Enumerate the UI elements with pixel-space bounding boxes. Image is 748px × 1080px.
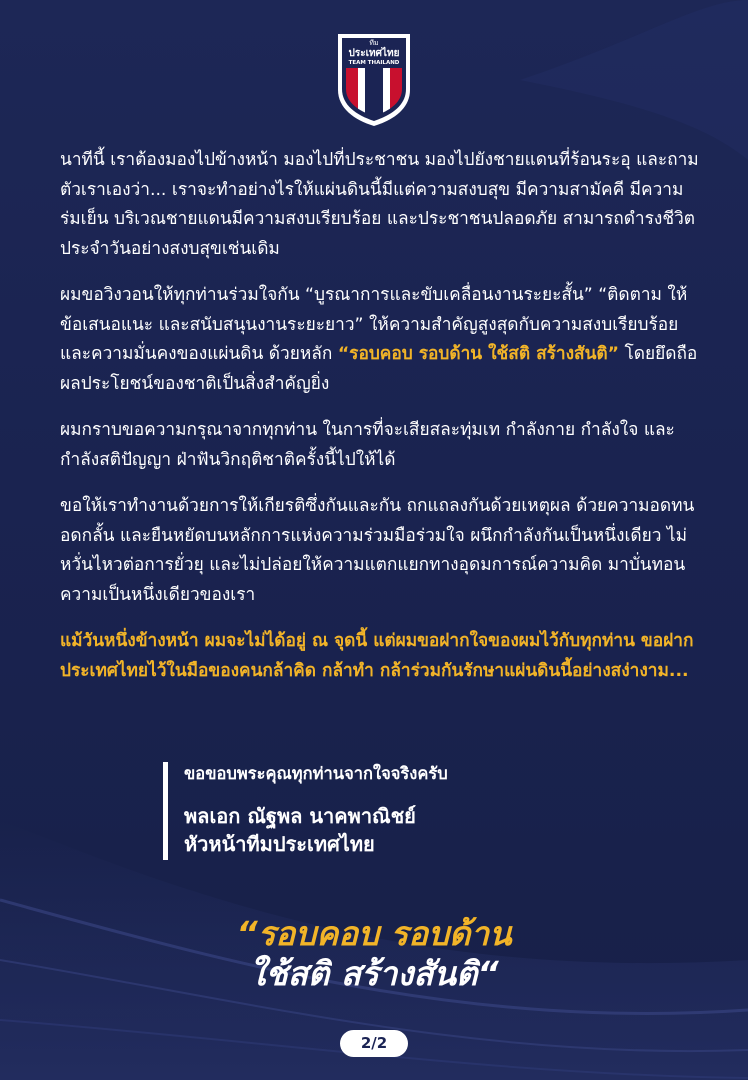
slogan-line-2: ใช้สติ สร้างสันติ“ — [249, 954, 499, 993]
paragraph-2 — [60, 281, 700, 399]
paragraph-4: ขอให้เราทำงานด้วยการให้เกียรติซึ่งกันและกัน ถกแถลงกันด้วยเหตุผล ด้วยความอดทนอดกลั้น และยืนหยัดบนหลักการแห่งความร่วมมือร่วมใจ ผนึกกำลังกันเป็นหนึ่งเดียว ไม่หวั่นไหวต่อการยั่วยุ และไม่ปล่อยให้ความแตกแยกทางอุดมการณ์ความคิด มาบั่นทอนความเป็นหนึ่งเดียวของเรา — [60, 496, 695, 605]
slogan-line-1: “รอบคอบ รอบด้าน — [236, 914, 512, 953]
paragraph-5-highlight: แม้วันหนึ่งข้างหน้า ผมจะไม่ได้อยู่ ณ จุดนี้ แต่ผมขอฝากใจของผมไว้กับทุกท่าน ขอฝากประเทศไทยไว้ในมือของคนกล้าคิด กล้าทำ กล้าร่วมกันรักษาแผ่นดินนี้อย่างสง่างาม... — [60, 631, 694, 681]
principle-highlight: “รอบคอบ รอบด้าน ใช้สติ สร้างสันติ” — [337, 344, 619, 364]
paragraph-2-ending: โดยยึดถือผลประโยชน์ของชาติเป็นสิ่งสำคัญยิ่ง — [60, 344, 698, 394]
signature-block — [163, 762, 604, 860]
signatory-name: พลเอก ณัฐพล นาคพาณิชย์ — [184, 804, 416, 828]
paragraph-1: นาทีนี้ เราต้องมองไปข้างหน้า มองไปที่ประชาชน มองไปยังชายแดนที่ร้อนระอุ และถามตัวเราเองว่า... เราจะทำอย่างไรให้แผ่นดินนี้มีแต่ความสงบสุข มีความสามัคคี มีความร่มเย็น บริเวณชายแดนมีความสงบเรียบร้อย และประชาชนปลอดภัย สามารถดำรงชีวิตประจำวันอย่างสงบสุขเช่นเดิม — [60, 150, 699, 259]
page-indicator: 2/2 — [340, 1030, 408, 1057]
paragraph-3: ผมกราบขอความกรุณาจากทุกท่าน ในการที่จะเสียสละทุ่มเท กำลังกาย กำลังใจ และกำลังสติปัญญา ฝ่าฟันวิกฤติชาติครั้งนี้ไปให้ได้ — [60, 420, 675, 470]
signatory-role: หัวหน้าทีมประเทศไทย — [184, 832, 375, 856]
logo-main-text: ประเทศไทย — [348, 48, 400, 59]
team-thailand-logo — [334, 32, 414, 128]
letter-body — [60, 146, 700, 703]
paragraph-2-text: ผมขอวิงวอนให้ทุกท่านร่วมใจกัน “บูรณาการและขับเคลื่อนงานระยะสั้น” “ติดตาม ให้ข้อเสนอแนะ และสนับสนุนงานระยะยาว” ให้ความสำคัญสูงสุดกับความสงบเรียบร้อยและความมั่นคงของแผ่นดิน ด้วยหลัก — [60, 285, 688, 364]
thanks-line: ขอขอบพระคุณทุกท่านจากใจจริงครับ — [184, 764, 448, 783]
logo-sub-text: TEAM THAILAND — [348, 60, 400, 66]
logo-top-text: ทีม — [369, 39, 379, 47]
